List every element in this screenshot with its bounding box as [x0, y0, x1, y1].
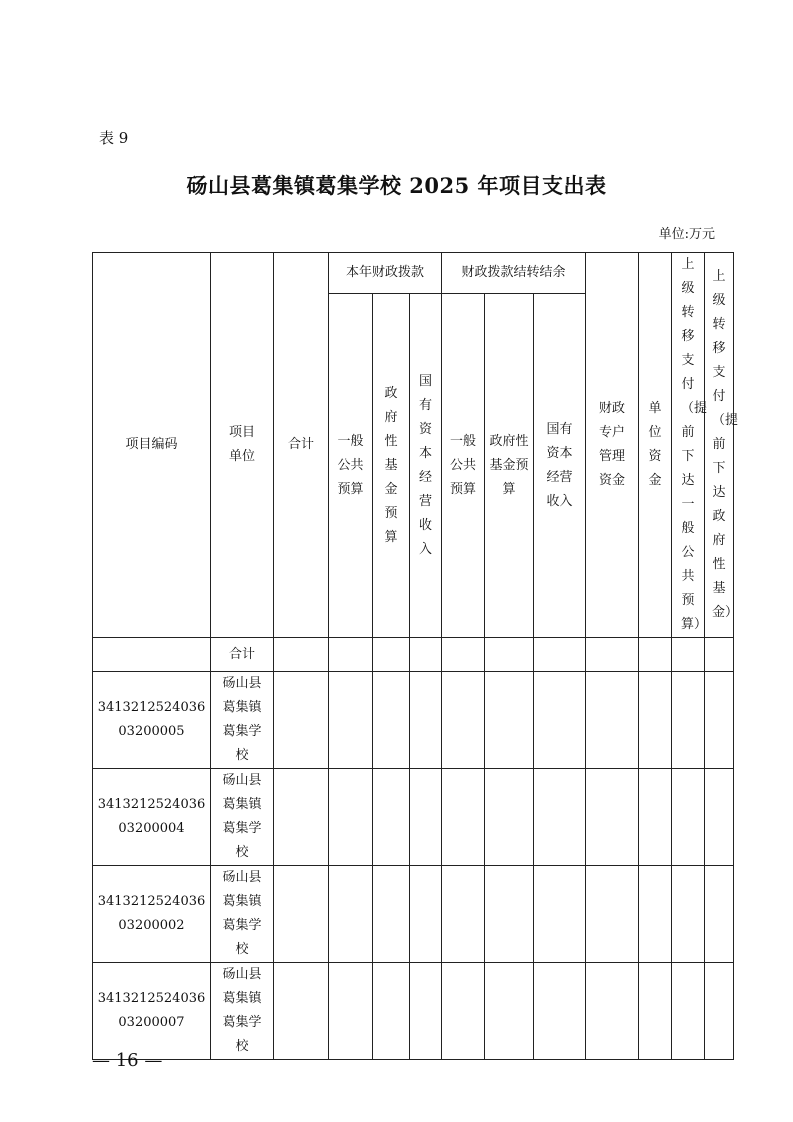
header-row-1: [93, 253, 734, 294]
col-header-current-state: 国有资本经营收入: [410, 294, 442, 638]
col-header-carry-general: 一般公共预算: [442, 294, 485, 638]
col-header-transfer-fund: 上级转移支付（提前下达政府性基金）: [705, 253, 734, 638]
col-group-current-appropriation: 本年财政拨款: [329, 253, 442, 294]
project-unit-cell: 砀山县葛集镇葛集学校: [211, 963, 274, 1060]
col-group-carryover: 财政拨款结转结余: [442, 253, 586, 294]
col-header-current-general: 一般公共预算: [329, 294, 373, 638]
col-header-current-fund: 政府性基金预算: [373, 294, 410, 638]
col-header-code: 项目编码: [93, 253, 211, 638]
col-header-transfer-general: 上级转移支付（提前下达一般公共预算）: [672, 253, 705, 638]
table-row: [93, 672, 734, 769]
col-header-unit: 项目单位: [211, 253, 274, 638]
table-row: [93, 963, 734, 1060]
col-header-special-account: 财政专户管理资金: [586, 253, 639, 638]
total-row: [93, 638, 734, 672]
page-number: — 16 —: [92, 1050, 163, 1071]
project-code-cell: 341321252403603200005: [93, 672, 211, 769]
total-row-label: 合计: [211, 638, 274, 672]
project-code-cell: 341321252403603200007: [93, 963, 211, 1060]
col-header-carry-state: 国有资本经营收入: [534, 294, 586, 638]
table-row: [93, 769, 734, 866]
document-title: 砀山县葛集镇葛集学校 2025 年项目支出表: [186, 173, 607, 198]
col-header-unit-funds: 单位资金: [639, 253, 672, 638]
col-header-total: 合计: [274, 253, 329, 638]
unit-note: 单位:万元: [658, 227, 715, 242]
table-row: [93, 866, 734, 963]
project-code-cell: 341321252403603200002: [93, 866, 211, 963]
col-header-carry-fund: 政府性基金预算: [485, 294, 534, 638]
table-number: 表 9: [99, 129, 129, 147]
project-unit-cell: 砀山县葛集镇葛集学校: [211, 866, 274, 963]
project-code-cell: 341321252403603200004: [93, 769, 211, 866]
project-unit-cell: 砀山县葛集镇葛集学校: [211, 672, 274, 769]
project-expenditure-table: [92, 252, 739, 1060]
project-unit-cell: 砀山县葛集镇葛集学校: [211, 769, 274, 866]
